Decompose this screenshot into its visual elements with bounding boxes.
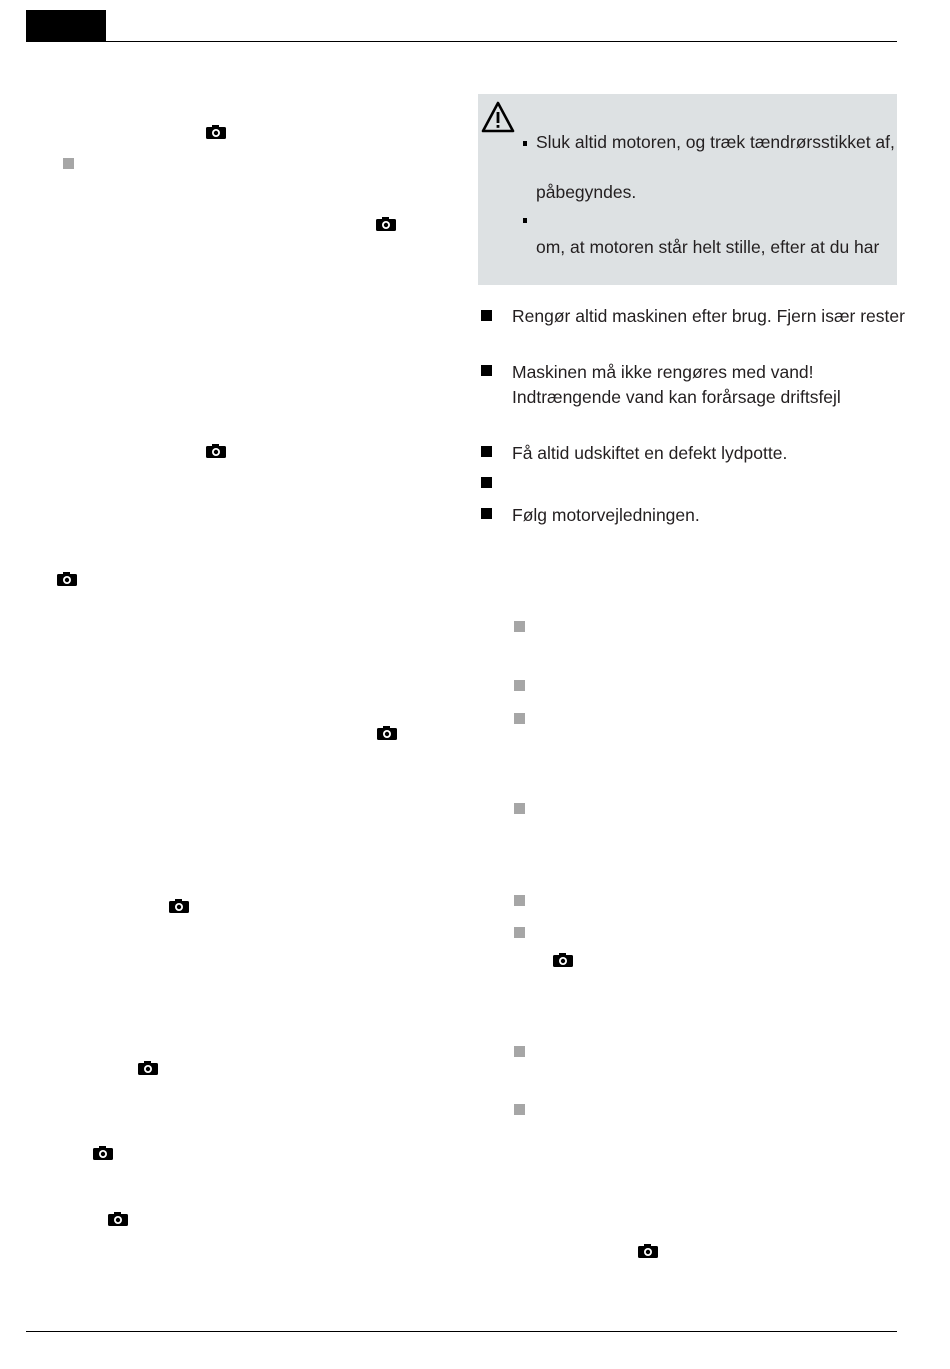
camera-icon (206, 444, 226, 458)
maintenance-item-1: Rengør altid maskinen efter brug. Fjern især rester (512, 306, 905, 326)
gray-square-bullet-icon (514, 927, 525, 938)
gray-square-bullet-icon (514, 803, 525, 814)
camera-icon (638, 1244, 658, 1258)
maintenance-item-5: Følg motorvejledningen. (512, 505, 700, 525)
black-square-bullet-icon (481, 446, 492, 457)
header-rule (26, 41, 897, 42)
black-square-bullet-icon (481, 365, 492, 376)
gray-square-bullet-icon (514, 1046, 525, 1057)
footer-rule (26, 1331, 897, 1332)
gray-square-bullet-icon (514, 1104, 525, 1115)
gray-square-bullet-icon (514, 713, 525, 724)
maintenance-item-3: Få altid udskiftet en defekt lydpotte. (512, 443, 788, 463)
warning-line-3: om, at motoren står helt stille, efter at du har (536, 237, 880, 257)
camera-icon (376, 217, 396, 231)
camera-icon (206, 125, 226, 139)
camera-icon (108, 1212, 128, 1226)
black-square-bullet-icon (481, 310, 492, 321)
maintenance-item-2-line-2: Indtrængende vand kan forårsage driftsfejl (512, 387, 841, 407)
black-square-bullet-icon (481, 477, 492, 488)
gray-square-bullet-icon (514, 895, 525, 906)
gray-square-bullet-icon (514, 621, 525, 632)
warning-list-bullet (523, 141, 527, 146)
camera-icon (93, 1146, 113, 1160)
warning-triangle-icon (481, 101, 515, 133)
camera-icon (138, 1061, 158, 1075)
warning-line-2: påbegyndes. (536, 182, 637, 202)
gray-square-bullet-icon (514, 680, 525, 691)
camera-icon (169, 899, 189, 913)
warning-line-1: Sluk altid motoren, og træk tændrørsstikket af, (536, 132, 895, 152)
black-square-bullet-icon (481, 508, 492, 519)
warning-list-bullet (523, 218, 527, 223)
page-header-tab (26, 10, 106, 42)
camera-icon (57, 572, 77, 586)
camera-icon (553, 953, 573, 967)
camera-icon (377, 726, 397, 740)
maintenance-item-2: Maskinen må ikke rengøres med vand! (512, 362, 814, 382)
gray-square-bullet-icon (63, 158, 74, 169)
